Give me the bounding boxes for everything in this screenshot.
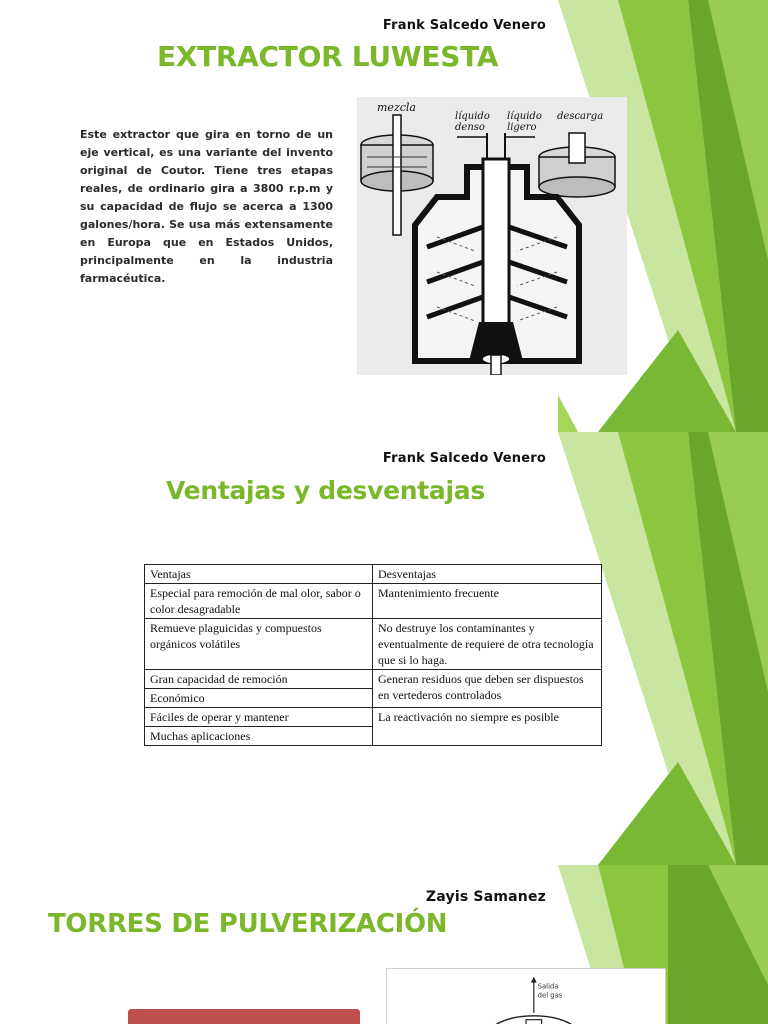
author-name: Frank Salcedo Venero — [382, 451, 546, 466]
label-del-gas: del gas — [537, 991, 563, 1000]
comparison-table — [144, 564, 602, 746]
label-liquido-denso-2: denso — [455, 122, 485, 133]
ventaja-cell: Muchas aplicaciones — [145, 727, 373, 746]
desventaja-cell: Mantenimiento frecuente — [373, 584, 602, 619]
table-header-row — [145, 565, 602, 584]
slide-torres-pulverizacion — [0, 865, 768, 1024]
ventaja-cell: Económico — [145, 689, 373, 708]
desventaja-cell: No destruye los contaminantes y eventualmente de requiere de otra tecnología que si lo haga. — [373, 619, 602, 670]
header-desventajas: Desventajas — [373, 565, 602, 584]
slide-title: Ventajas y desventajas — [166, 476, 485, 505]
ventaja-cell: Especial para remoción de mal olor, sabor o color desagradable — [145, 584, 373, 619]
table-row — [145, 584, 602, 619]
slide-title: EXTRACTOR LUWESTA — [157, 40, 499, 73]
label-liquido-ligero-2: ligero — [507, 122, 537, 133]
ventaja-cell: Remueve plaguicidas y compuestos orgánicos volátiles — [145, 619, 373, 670]
label-liquido-denso-1: líquido — [455, 111, 490, 122]
desventaja-cell: La reactivación no siempre es posible — [373, 708, 602, 746]
table-row — [145, 708, 602, 727]
label-descarga: descarga — [557, 111, 604, 122]
slide-title: TORRES DE PULVERIZACIÓN — [48, 909, 448, 939]
label-liquido-ligero-1: líquido — [507, 111, 542, 122]
slide-extractor-luwesta — [0, 0, 768, 432]
label-salida: Salida — [537, 982, 559, 991]
ventaja-cell: Fáciles de operar y mantener — [145, 708, 373, 727]
header-ventajas: Ventajas — [145, 565, 373, 584]
ventaja-cell: Gran capacidad de remoción — [145, 670, 373, 689]
description-text: Este extractor que gira en torno de un eje vertical, es una variante del invento original de Coutor. Tiene tres etapas reales, de ordinario gira a 3800 r.p.m y su capacidad de flujo se acerca a 1300 galones/hora. Se usa más extensamente en Europa que en Estados Unidos, principalmente en la industria farmacéutica. — [80, 128, 333, 285]
desventaja-cell: Generan residuos que deben ser dispuestos en vertederos controlados — [373, 670, 602, 708]
table-row — [145, 670, 602, 689]
extractor-diagram — [357, 97, 627, 375]
label-mezcla: mezcla — [377, 101, 416, 114]
red-content-box — [128, 1009, 360, 1024]
author-name: Zayis Samanez — [425, 889, 546, 905]
slide-ventajas-desventajas — [0, 432, 768, 865]
table-row — [145, 619, 602, 670]
author-name: Frank Salcedo Venero — [382, 18, 546, 33]
spray-tower-diagram — [386, 968, 666, 1024]
